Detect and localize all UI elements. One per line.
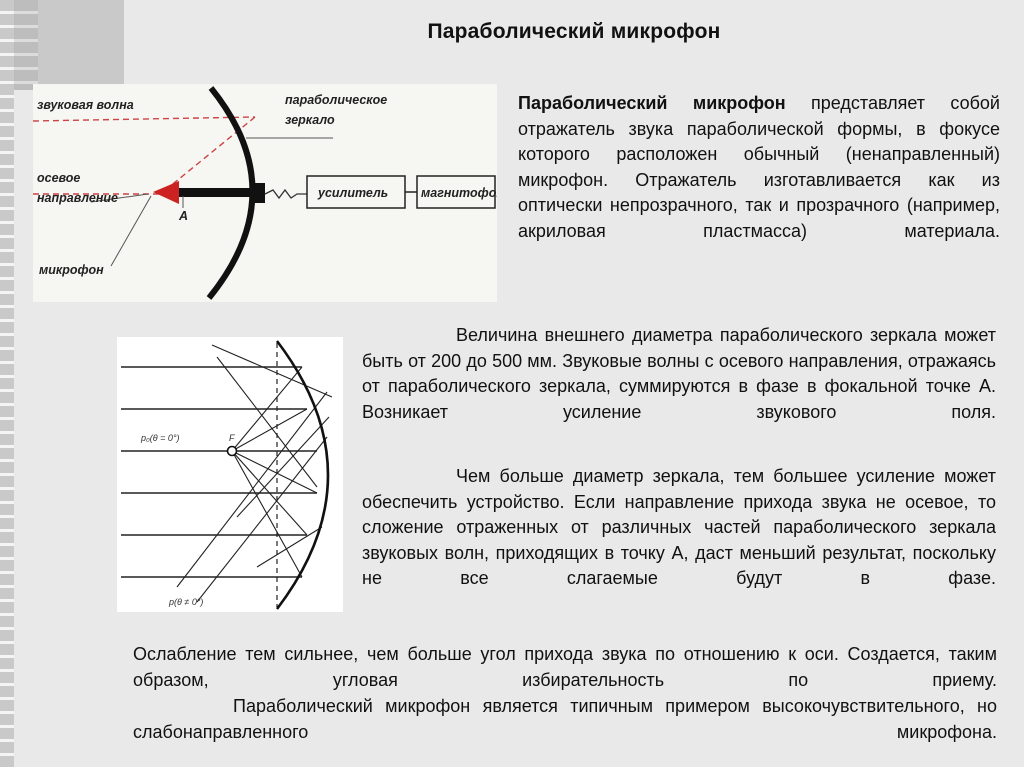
label-sound-wave: звуковая волна	[37, 98, 134, 112]
decorative-side-stripe	[0, 0, 14, 767]
label-mirror-line1: параболическое	[285, 93, 388, 107]
term-bold: Параболический микрофон	[518, 93, 786, 113]
sound-wave-ray	[33, 117, 255, 121]
label-p-theta: p(θ ≠ 0°)	[169, 597, 204, 607]
microphone-head	[153, 181, 179, 204]
oblique-ray	[177, 392, 327, 587]
slide-title: Параболический микрофон	[427, 20, 721, 43]
label-axis-line1: осевое	[37, 171, 81, 185]
reflected-ray	[163, 117, 255, 192]
label-microphone: микрофон	[39, 263, 104, 277]
label-focus: F	[229, 433, 235, 443]
microphone-boom	[179, 188, 261, 197]
microphone-mount	[253, 183, 265, 203]
definition-text: представляет собой отражатель звука параболической формы, в фокусе которого расположен обычный (ненаправленный) микрофон. Отражатель изготавливается как из оптически непрозрачного, так и прозрачного (например, акриловая пластмасса) материала.	[518, 93, 1000, 241]
paragraph-definition	[518, 91, 1000, 245]
oblique-ray	[212, 345, 332, 397]
microphone-schematic-figure	[33, 84, 497, 302]
paragraph-gain: Чем больше диаметр зеркала, тем большее усиление может обеспечить устройство. Если направление прихода звука не осевое, то сложение отраженных от различных частей параболического зеркала звуковых волн, приходящих в точку А, даст меньший результат, поскольку не все слагаемые будут в фазе.	[362, 466, 996, 589]
paragraph-diameter: Величина внешнего диаметра параболического зеркала может быть от 200 до 500 мм. Звуковые волны с осевого направления, отражаясь от параболического зеркала, суммируются в фазе в фокальной точке А. Возникает усиление звукового поля.	[362, 325, 996, 422]
reflected-ray	[232, 409, 307, 451]
focus-point	[228, 447, 237, 456]
decorative-corner-stripe	[14, 0, 38, 92]
label-leader	[111, 196, 151, 266]
paragraph-conclusion: Параболический микрофон является типичным примером высокочувствительного, но слабонаправленного микрофона.	[133, 696, 997, 742]
ray-diagram-figure	[117, 337, 343, 612]
paragraph-attenuation: Ослабление тем сильнее, чем больше угол прихода звука по отношению к оси. Создается, таким образом, угловая избирательность по приему.	[133, 644, 997, 690]
oblique-ray	[237, 417, 329, 517]
label-point: А	[179, 209, 189, 223]
label-axis-line2: направление	[37, 191, 118, 205]
reflected-ray	[232, 451, 317, 493]
oblique-ray	[217, 357, 317, 487]
label-mirror-line2: зеркало	[285, 113, 335, 127]
cable-wire	[265, 190, 307, 198]
label-p0: p₀(θ = 0°)	[141, 433, 180, 443]
parabolic-mirror-curve	[277, 341, 328, 609]
label-amplifier: усилитель	[318, 186, 389, 200]
label-recorder: магнитофон	[421, 186, 497, 200]
